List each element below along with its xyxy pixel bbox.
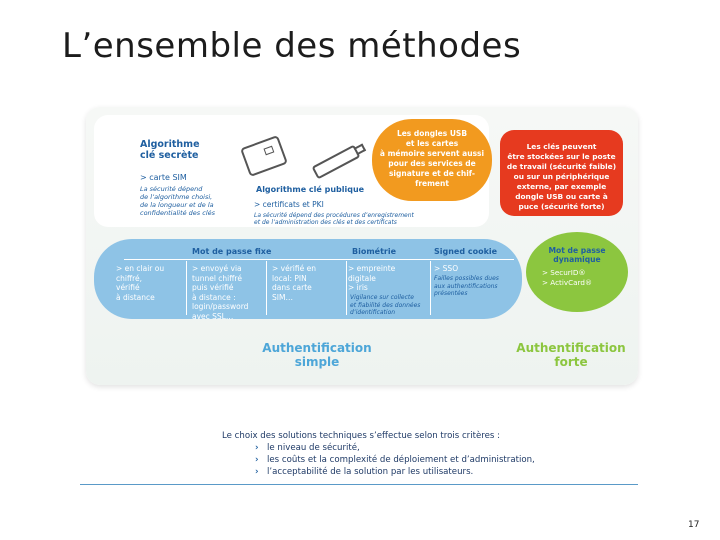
smart-card-icon xyxy=(240,135,288,177)
column-divider xyxy=(266,261,267,315)
biometrics-note: Vigilance sur collecte et fiabilité des données d’identification xyxy=(350,294,421,316)
signed-cookie-items: > SSO xyxy=(434,264,459,273)
usb-key-icon xyxy=(312,145,361,180)
biometrics-title: Biométrie xyxy=(352,247,397,256)
slide-title: L’ensemble des méthodes xyxy=(62,26,522,66)
fixed-password-col2: > envoyé via tunnel chiffré puis vérifié à distance : login/password avec SSL… xyxy=(192,264,249,321)
key-storage-box xyxy=(500,130,623,216)
public-key-note: La sécurité dépend des procédures d’enregistrement et de l’administration des clés et des certificats xyxy=(254,212,414,226)
signed-cookie-title: Signed cookie xyxy=(434,247,498,256)
fixed-password-col1: > en clair ou chiffré, vérifié à distance xyxy=(116,264,165,302)
secret-key-title: Algorithme clé secrète xyxy=(140,139,200,161)
public-key-title: Algorithme clé publique xyxy=(256,185,365,194)
simple-auth-bar xyxy=(94,239,522,319)
list-item xyxy=(222,454,535,466)
column-divider xyxy=(186,261,187,315)
page-number: 17 xyxy=(688,520,700,530)
usb-dongles-bubble xyxy=(372,119,492,201)
simple-auth-label: Authentification simple xyxy=(262,341,372,369)
secret-key-note: La sécurité dépend de l’algorithme choisi, de la longueur et de la confidentialité des clés xyxy=(140,185,216,217)
secret-key-item: > carte SIM xyxy=(140,173,187,182)
dynamic-password-items: > SecurID® > ActivCard® xyxy=(542,268,593,287)
header-divider xyxy=(124,259,514,260)
criteria-item-text: le niveau de sécurité, xyxy=(267,443,360,453)
criteria-block xyxy=(222,430,535,478)
column-divider xyxy=(346,261,347,315)
chevron-right-icon: › xyxy=(255,467,259,477)
criteria-item-text: l’acceptabilité de la solution par les utilisateurs. xyxy=(267,467,474,477)
usb-dongles-text: Les dongles USB et les cartes à mémoire servent aussi pour des services de signature et de chif- frement xyxy=(379,129,485,188)
criteria-intro: Le choix des solutions techniques s’effectue selon trois critères : xyxy=(222,431,500,441)
bottom-divider xyxy=(80,484,638,485)
dynamic-password-title: Mot de passe dynamique xyxy=(548,246,606,264)
authentication-methods-diagram xyxy=(86,107,638,385)
dynamic-password-circle xyxy=(526,232,628,312)
list-item xyxy=(222,466,535,478)
public-key-item: > certificats et PKI xyxy=(254,200,324,209)
column-divider xyxy=(430,261,431,315)
list-item xyxy=(222,442,535,454)
signed-cookie-note: Failles possibles dues aux authentifications présentées xyxy=(434,275,499,297)
criteria-item-text: les coûts et la complexité de déploiement et d’administration, xyxy=(267,455,535,465)
chevron-right-icon: › xyxy=(255,455,259,465)
key-storage-text: Les clés peuvent être stockées sur le poste de travail (sécurité faible) ou sur un périphérique externe, par exemple dongle USB ou carte à puce (sécurité forte) xyxy=(506,142,617,211)
chevron-right-icon: › xyxy=(255,443,259,453)
fixed-password-title: Mot de passe fixe xyxy=(192,247,272,256)
strong-auth-label: Authentification forte xyxy=(516,341,626,369)
biometrics-items: > empreinte digitale > iris xyxy=(348,264,396,292)
fixed-password-col3: > vérifié en local: PIN dans carte SIM… xyxy=(272,264,316,302)
